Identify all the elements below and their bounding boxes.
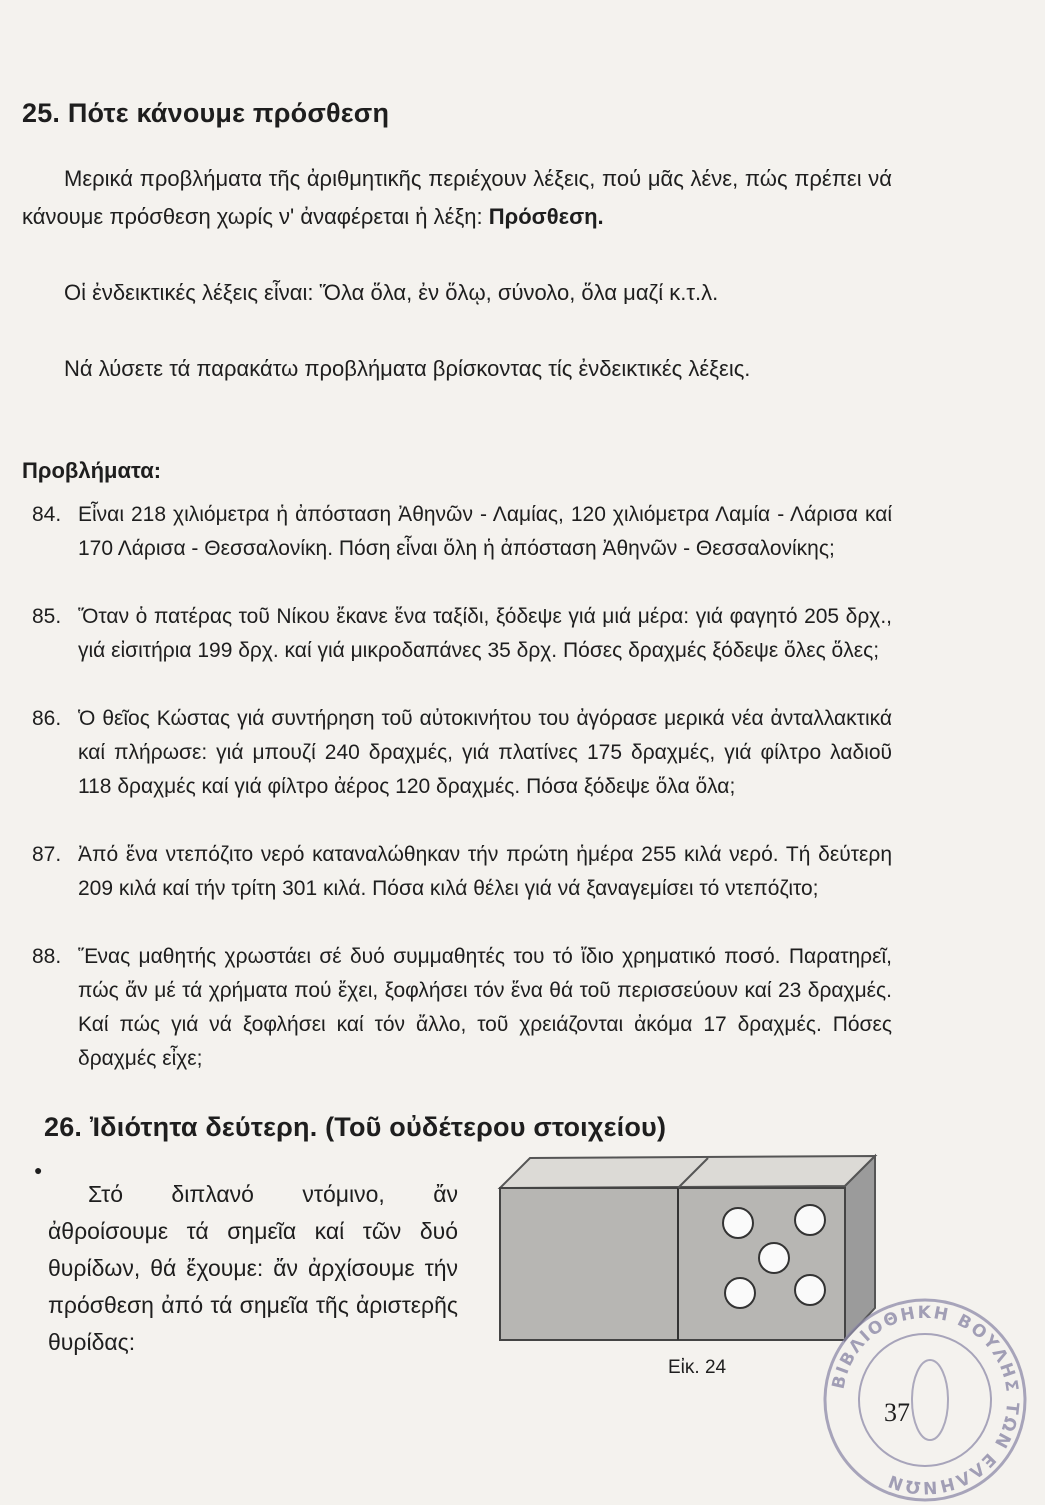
problem-87 <box>32 838 892 906</box>
problem-text: Ἕνας μαθητής χρωστάει σέ δυό συμμαθητές του τό ἴδιο χρηματικό ποσό. Παρατηρεῖ, πώς ἄν μέ τά χρήματα πού ἔχει, ξοφλήσει τόν ἕνα θά τοῦ περισσεύουν καί 23 δραχμές. Καί πώς γιά νά ξοφλήσει καί τόν ἄλλο, τοῦ χρειάζονται ἀκόμα 17 δραχμές. Πόσες δραχμές εἶχε; <box>78 945 892 1070</box>
library-stamp <box>820 1295 1030 1505</box>
intro-paragraph-2 <box>22 274 892 312</box>
intro-2-text: Οἱ ἐνδεικτικές λέξεις εἶναι: Ὅλα ὅλα, ἐν ὅλῳ, σύνολο, ὅλα μαζί κ.τ.λ. <box>64 280 719 305</box>
problem-number: 84. <box>32 503 62 526</box>
domino-pip <box>723 1208 753 1238</box>
domino-front-face <box>500 1188 845 1340</box>
problem-text: Ὅταν ὁ πατέρας τοῦ Νίκου ἔκανε ἕνα ταξίδι, ξόδεψε γιά μιά μέρα: γιά φαγητό 205 δρχ., γιά εἰσιτήρια 199 δρχ. καί γιά μικροδαπάνες 35 δρχ. Πόσες δραχμές ξόδεψε ὅλες ὅλες; <box>78 605 892 662</box>
problem-84 <box>32 498 892 566</box>
domino-top-face <box>500 1156 875 1188</box>
problem-88 <box>32 940 892 1076</box>
problem-85 <box>32 600 892 668</box>
domino-pip <box>795 1205 825 1235</box>
bullet-dot: ● <box>34 1162 43 1178</box>
page-number: 37 <box>884 1398 910 1427</box>
domino-paragraph <box>48 1176 458 1361</box>
stamp-text: ΒΙΒΛΙΟΘΗΚΗ ΒΟΥΛΗΣ ΤΩΝ ΕΛΛΗΝΩΝ <box>828 1302 1023 1498</box>
problem-text: Εἶναι 218 χιλιόμετρα ἡ ἀπόσταση Ἀθηνῶν - Λαμίας, 120 χιλιόμετρα Λαμία - Λάρισα καί 170 Λάρισα - Θεσσαλονίκη. Πόση εἶναι ὅλη ἡ ἀπόσταση Ἀθηνῶν - Θεσσαλονίκης; <box>78 503 892 560</box>
stamp-figure <box>912 1360 948 1440</box>
domino-paragraph-text: Στό διπλανό ντόμινο, ἄν ἀθροίσουμε τά σημεῖα καί τῶν δυό θυρίδων, θά ἔχουμε: ἄν ἀρχίσουμε τήν πρόσθεση ἀπό τά σημεῖα τῆς ἀριστερῆς θυρίδας: <box>48 1181 458 1355</box>
problem-text: Ἀπό ἕνα ντεπόζιτο νερό καταναλώθηκαν τήν πρώτη ἡμέρα 255 κιλά νερό. Τή δεύτερη 209 κιλά καί τήν τρίτη 301 κιλά. Πόσα κιλά θέλει γιά νά ξαναγεμίσει τό ντεπόζιτο; <box>78 843 892 900</box>
intro-paragraph-1 <box>22 160 892 236</box>
problem-number: 88. <box>32 945 62 968</box>
domino-pip <box>725 1278 755 1308</box>
problems-title: Προβλήματα: <box>22 458 162 483</box>
problem-number: 86. <box>32 707 62 730</box>
domino-pip <box>759 1243 789 1273</box>
section-25-title: 25. Πότε κάνουμε πρόσθεση <box>22 98 390 128</box>
intro-1-bold-word: Πρόσθεση. <box>488 204 604 229</box>
intro-1-text: Μερικά προβλήματα τῆς ἀριθμητικῆς περιέχουν λέξεις, πού μᾶς λένε, πώς πρέπει νά κάνουμε πρόσθεση χωρίς ν' ἀναφέρεται ἡ λέξη: <box>22 166 892 229</box>
problem-86 <box>32 702 892 804</box>
problem-text: Ὁ θεῖος Κώστας γιά συντήρηση τοῦ αὐτοκινήτου του ἀγόρασε μερικά νέα ἀνταλλακτικά καί πλήρωσε: γιά μπουζί 240 δραχμές, γιά πλατίνες 175 δραχμές, γιά φίλτρο λαδιοῦ 118 δραχμές καί γιά φίλτρο ἀέρος 120 δραχμές. Πόσα ξόδεψε ὅλα ὅλα; <box>78 707 892 798</box>
intro-paragraph-3 <box>22 350 892 388</box>
section-26-title: 26. Ἰδιότητα δεύτερη. (Τοῦ οὐδέτερου στοιχείου) <box>44 1112 667 1142</box>
figure-caption: Εἰκ. 24 <box>668 1357 727 1378</box>
problem-number: 87. <box>32 843 62 866</box>
intro-3-text: Νά λύσετε τά παρακάτω προβλήματα βρίσκοντας τίς ἐνδεικτικές λέξεις. <box>64 356 751 381</box>
svg-text:ΒΙΒΛΙΟΘΗΚΗ ΒΟΥΛΗΣ ΤΩΝ ΕΛΛΗΝΩΝ <box>829 1303 1023 1497</box>
problem-number: 85. <box>32 605 62 628</box>
